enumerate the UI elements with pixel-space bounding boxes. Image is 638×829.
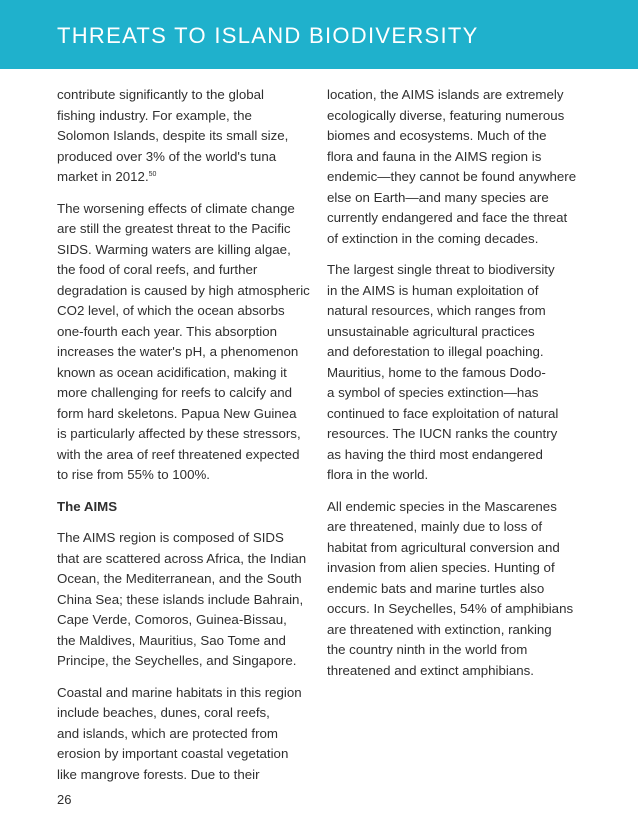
page-title: THREATS TO ISLAND BIODIVERSITY [57,23,479,48]
paragraph-text: contribute significantly to the global fishing industry. For example, the Solomon Islands, despite its small size, produced over 3% of the world's tuna market in 2012. [57,87,289,184]
header-banner [0,0,638,69]
right-column [327,85,597,692]
paragraph: All endemic species in the Mascarenes are threatened, mainly due to loss of habitat from agricultural conversion and invasion from alien species. Hunting of endemic bats and marine turtles also occurs. In Seychelles, 54% of amphibians are threatened with extinction, ranking the country ninth in the world from threatened and extinct amphibians. [327,498,574,678]
paragraph [57,85,319,188]
paragraph: Coastal and marine habitats in this region include beaches, dunes, coral reefs, and islands, which are protected from erosion by important coastal vegetation like mangrove forests. Due to their [57,684,302,782]
paragraph: The worsening effects of climate change are still the greatest threat to the Pacific SIDS. Warming waters are killing algae, the food of coral reefs, and further degradation is caused by high atmospheric CO2 level, of which the ocean absorbs one-fourth each year. This absorption increases the water's pH, a phenomenon known as ocean acidification, making it more challenging for reefs to calcify and form hard skeletons. Papua New Guinea is particularly affected by these stressors, with the area of reef threatened expected to rise from 55% to 100%. [57,200,310,482]
paragraph: The largest single threat to biodiversity in the AIMS is human exploitation of natural resources, which ranges from unsustainable agricultural practices and deforestation to illegal poaching. Mauritius, home to the famous Dodo- a symbol of species extinction—has continued to face exploitation of natural resources. The IUCN ranks the country as having the third most endangered flora in the world. [327,262,559,482]
paragraph: location, the AIMS islands are extremely ecologically diverse, featuring numerous biomes and ecosystems. Much of the flora and fauna in the AIMS region is endemic—they cannot be found anywhere else on Earth—and many species are currently endangered and face the threat of extinction in the coming decades. [327,87,577,246]
left-column [57,85,319,796]
page-number: 26 [57,792,72,807]
paragraph: The AIMS region is composed of SIDS that are scattered across Africa, the Indian Ocean, the Mediterranean, and the South China Sea; these islands include Bahrain, Cape Verde, Comoros, Guinea-Bissau, the Maldives, Mauritius, Sao Tome and Principe, the Seychelles, and Singapore. [57,530,307,668]
section-heading: The AIMS [57,498,118,514]
footnote-ref[interactable]: 50 [148,171,157,178]
